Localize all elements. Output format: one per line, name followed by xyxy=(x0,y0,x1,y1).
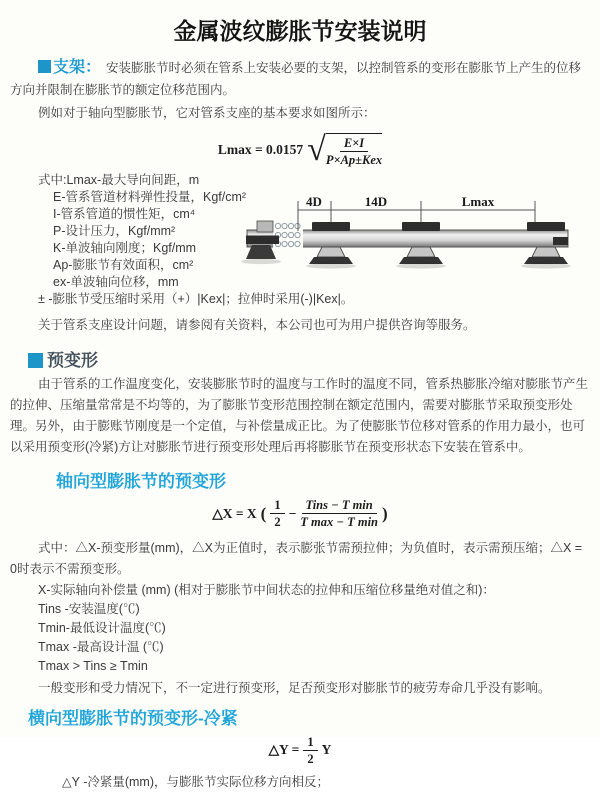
support-paragraph xyxy=(10,57,590,101)
legend-item: ± -膨胀节受压缩时采用（+）|Kex|；拉伸时采用(-)|Kex|。 xyxy=(38,291,354,306)
formula-axial xyxy=(212,498,387,530)
minus-sign: − xyxy=(288,505,297,521)
sqrt-icon: √ xyxy=(307,130,326,168)
legend-item: K-单波轴向刚度；Kgf/mm xyxy=(53,240,197,255)
subheading-axial: 轴向型膨胀节的预变形 xyxy=(56,471,226,491)
left-paren: ( xyxy=(260,503,267,523)
formula-lateral xyxy=(269,735,332,767)
support-paragraph-text: 安装膨胀节时必须在管系上安装必要的支架，以控制管系的变形在膨胀节上产生的位移方向并限制在膨胀节的额定位移范围内。 xyxy=(10,61,582,97)
formula-lmax-lhs: Lmax = 0.0157 xyxy=(217,142,304,158)
section-heading-support: 支架： xyxy=(53,59,102,76)
section-square-icon xyxy=(28,353,43,368)
formula-lateral-lhs: △Y = xyxy=(268,742,300,758)
formula-lmax xyxy=(217,130,383,168)
pipe-support-diagram xyxy=(243,193,578,288)
legend-item: Ap-膨胀节有效面积，cm² xyxy=(53,257,194,272)
dim-label-lmax: Lmax xyxy=(461,194,495,209)
temp-line: Tmin-最低设计温度(℃) xyxy=(38,620,166,635)
temperature-definitions xyxy=(10,600,590,676)
dim-label-14d: 14D xyxy=(364,194,388,209)
temp-line: Tmax -最高设计温 (℃) xyxy=(38,639,164,654)
support-example-line: 例如对于轴向型膨胀节，它对管系支座的基本要求如图所示： xyxy=(38,106,376,120)
temp-line: Tmax > Tins ≥ Tmin xyxy=(38,658,148,673)
legend-item: P-设计压力，Kgf/mm² xyxy=(53,223,176,238)
legend-item: I-管系管道的惯性矩，cm⁴ xyxy=(53,206,196,221)
subheading-lateral: 横向型膨胀节的预变形-冷紧 xyxy=(28,708,238,728)
legend-item: E-管系管道材料弹性投量，Kgf/cm² xyxy=(53,189,247,204)
legend-item: ex-单波轴向位移，mm xyxy=(53,274,179,289)
formula-lateral-half: $\frac{1}{2}$ xyxy=(303,735,317,767)
support-note: 关于管系支座设计问题，请参阅有关资料，本公司也可为用户提供咨询等服务。 xyxy=(38,317,476,332)
axial-where-paragraph: 式中：△X-预变形量(mm)，△X为正值时，表示膨张节需预拉伸；为负值时，表示需预压缩；△X = 0时表示不需预变形。 xyxy=(10,540,583,576)
legend-item: 式中:Lmax-最大导向间距，m xyxy=(38,172,200,187)
formula-lmax-fraction: $\frac{E\times I}{\text{P×Ap±Kex}}$ xyxy=(326,133,382,168)
formula-axial-lhs: △X = X xyxy=(212,505,257,521)
section-square-icon xyxy=(38,60,51,73)
formula-axial-half: $\frac{1}{2}$ xyxy=(270,498,284,530)
section-heading-predeform: 预变形 xyxy=(28,346,590,371)
axial-x-definition: X-实际轴向补偿量 (mm) (相对于膨胀节中间状态的拉伸和压缩位移量绝对值之和)： xyxy=(38,582,495,597)
dim-label-4d: 4D xyxy=(306,194,322,209)
right-paren: ) xyxy=(382,503,388,523)
temp-line: Tins -安装温度(℃) xyxy=(38,601,140,616)
axial-note: 一般变形和受力情况下，不一定进行预变形，足否预变形对膨胀节的疲劳寿命几乎没有影响。 xyxy=(38,680,551,695)
lateral-note: △Y -冷紧量(mm)，与膨胀节实际位移方向相反； xyxy=(62,775,330,790)
page-title: 金属波纹膨胀节安装说明 xyxy=(173,18,427,44)
formula-lateral-rhs: Y xyxy=(321,742,332,758)
formula-axial-fraction: $\frac{\text{Tins − T min}}{\text{T max − T min}}$ xyxy=(300,497,378,530)
predeform-paragraph: 由于管系的工作温度变化，安装膨胀节时的温度与工作时的温度不同，管系热膨胀冷缩对膨胀节产生的拉伸、压缩量常常是不均等的，为了膨胀节变形范围控制在额定范围内，需要对膨胀节采取预变形处理。另外，由于膨账节刚度是一个定值，与补偿量成正比。为了使膨胀节位移对管系的作用力最小，也可以采用预变形(冷紧)方让对膨胀节进行预变形处理后再将膨胀节在预变形状态下安装在管系中。 xyxy=(10,376,589,454)
anchor-support xyxy=(241,221,281,264)
